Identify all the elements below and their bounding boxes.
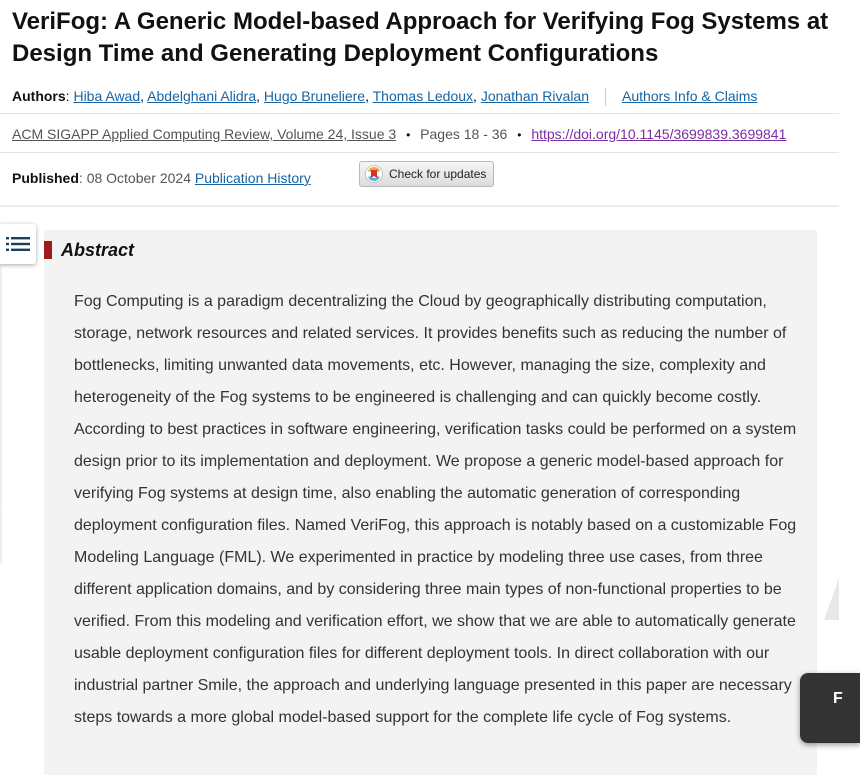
floating-panel-button[interactable]	[800, 673, 860, 743]
authors-info-link[interactable]: Authors Info & Claims	[622, 88, 758, 104]
article-title: VeriFog: A Generic Model-based Approach for Verifying Fog Systems at Design Time and Generating Deployment Configurations	[12, 8, 829, 67]
published-row: Published: 08 October 2024 Publication History	[12, 170, 311, 186]
doi-link[interactable]: https://doi.org/10.1145/3699839.3699841	[531, 126, 787, 142]
author-link[interactable]: Hiba Awad	[73, 88, 141, 104]
abstract-section	[44, 230, 817, 775]
decorative-shape	[818, 560, 839, 620]
author-link[interactable]: Thomas Ledoux	[372, 88, 474, 104]
sidebar-edge	[0, 264, 3, 564]
pages-text: Pages 18 - 36	[420, 126, 508, 142]
check-for-updates-label: Check for updates	[389, 167, 487, 181]
check-for-updates-button[interactable]	[359, 161, 494, 187]
journal-link[interactable]: ACM SIGAPP Applied Computing Review, Volume 24, Issue 3	[12, 126, 397, 142]
publication-row: ACM SIGAPP Applied Computing Review, Volume 24, Issue 3 • Pages 18 - 36 • https://doi.org/10.1145/3699839.3699841	[12, 126, 787, 142]
divider	[0, 152, 839, 153]
divider	[0, 205, 839, 207]
floating-panel-label: F	[833, 690, 843, 707]
check-for-updates-icon	[365, 165, 383, 183]
abstract-title: Abstract	[61, 239, 135, 260]
published-label: Published	[12, 170, 79, 186]
author-link[interactable]: Abdelghani Alidra	[147, 88, 257, 104]
list-icon	[6, 236, 30, 252]
table-of-contents-button[interactable]	[0, 224, 36, 264]
divider	[0, 113, 839, 114]
abstract-text: Fog Computing is a paradigm decentralizing the Cloud by geographically distributing computation, storage, network resources and related services. It provides benefits such as reducing the number of bottlenecks, limiting unwanted data movements, etc. However, managing the size, complexity and heterogeneity of the Fog systems to be engineered is challenging and can quickly become costly. According to best practices in software engineering, verification tasks could be performed on a system design prior to its implementation and deployment. We propose a generic model-based approach for verifying Fog systems at design time, also enabling the automatic generation of corresponding deployment configuration files. Named VeriFog, this approach is notably based on a customizable Fog Modeling Language (FML). We experimented in practice by modeling three use cases, from three different application domains, and by considering three main types of non-functional properties to be verified. From this modeling and verification effort, we show that we are able to automatically generate usable deployment configuration files for different deployment tools. In direct collaboration with our industrial partner Smile, the approach and underlying language presented in this paper are necessary steps towards a more global model-based support for the complete life cycle of Fog systems.	[74, 293, 797, 726]
accent-bar	[44, 241, 52, 259]
author-link[interactable]: Hugo Bruneliere	[263, 88, 366, 104]
authors-row: Authors: Hiba Awad, Abdelghani Alidra, Hugo Bruneliere, Thomas Ledoux, Jonathan Rivalan Authors Info & Claims	[12, 86, 757, 106]
author-link[interactable]: Jonathan Rivalan	[480, 88, 589, 104]
abstract-heading	[44, 240, 134, 260]
publication-history-link[interactable]: Publication History	[194, 170, 311, 186]
published-date: 08 October 2024	[86, 170, 191, 186]
divider	[605, 88, 606, 106]
authors-label: Authors	[12, 88, 66, 104]
